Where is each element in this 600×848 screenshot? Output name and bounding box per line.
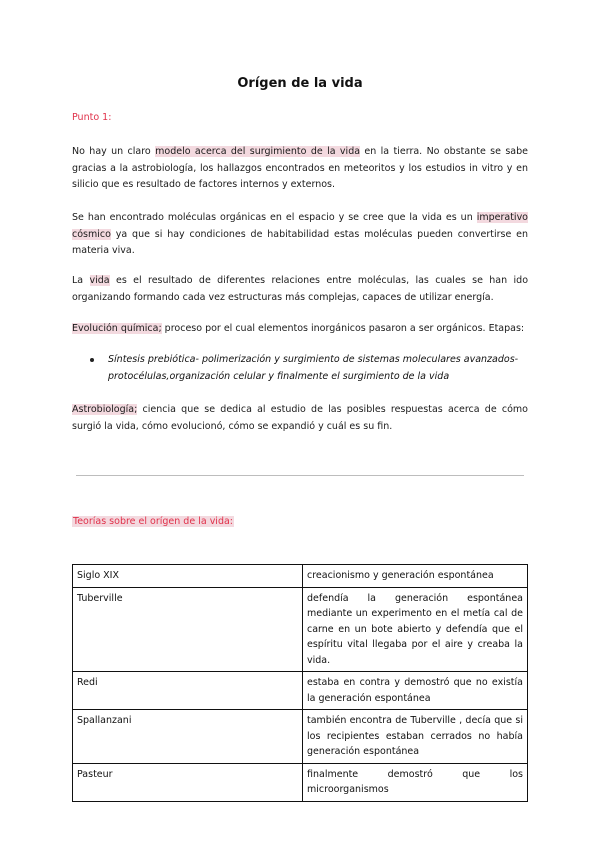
table-row: [73, 672, 528, 710]
table-cell-desc: estaba en contra y demostró que no existía la generación espontánea: [303, 672, 528, 710]
text: proceso por el cual elementos inorgánicos pasaron a ser orgánicos. Etapas:: [161, 323, 525, 334]
table-cell-name: Pasteur: [73, 763, 303, 801]
bullet-icon: [90, 358, 94, 362]
table-row: [73, 763, 528, 801]
text: No hay un claro: [72, 146, 156, 157]
table-cell-desc: creacionismo y generación espontánea: [303, 565, 528, 588]
text: es el resultado de diferentes relaciones entre moléculas, las cuales se han ido organizando formando cada vez estructuras más complejas, capaces de utilizar energía.: [72, 275, 529, 303]
paragraph-vida: [72, 273, 528, 306]
table-row: [73, 565, 528, 588]
theories-table: [72, 564, 528, 802]
section-label-punto: Punto 1:: [72, 112, 112, 123]
paragraph-intro: [72, 144, 528, 194]
text: ciencia que se dedica al estudio de las posibles respuestas acerca de cómo surgió la vida, cómo evolucionó, cómo se expandió y cuál es su fin.: [72, 404, 528, 432]
table-row: [73, 587, 528, 672]
table-cell-name: Siglo XIX: [73, 565, 303, 588]
table-cell-desc: finalmente demostró que los microorganismos: [303, 763, 528, 801]
text: La: [72, 275, 90, 286]
text: en la tierra. No obstante se sabe gracias a la astrobiología, los hallazgos encontrados en meteoritos y los estudios in vitro y en silicio que es resultado de factores internos y externos.: [72, 146, 528, 190]
horizontal-divider: [76, 475, 524, 476]
table-row: [73, 710, 528, 764]
highlight: Evolución química;: [72, 323, 162, 334]
table-cell-name: Redi: [73, 672, 303, 710]
paragraph-astrobiologia: [72, 402, 528, 435]
text: Se han encontrado moléculas orgánicas en el espacio y se cree que la vida es un: [72, 212, 477, 223]
list-item-text: Síntesis prebiótica- polimerización y surgimiento de sistemas moleculares avanzados- protocélulas,organización celular y finalmente el surgimiento de la vida: [108, 354, 519, 382]
table-cell-name: Tuberville: [73, 587, 303, 672]
text: ya que si hay condiciones de habitabilidad estas moléculas pueden convertirse en materia viva.: [72, 228, 528, 256]
highlight: imperativo cósmico: [72, 212, 528, 240]
table-cell-desc: también encontra de Tuberville , decía que si los recipientes estaban cerrados no había generación espontánea: [303, 710, 528, 764]
page-title: Orígen de la vida: [237, 76, 363, 91]
table-cell-desc: defendía la generación espontánea mediante un experimento en el metía cal de carne en un bote abierto y defendía que el espíritu vital llegaba por el aire y creaba la vida.: [303, 587, 528, 672]
paragraph-molecules: [72, 210, 528, 260]
section-title-teorias: Teorías sobre el orígen de la vida:: [73, 516, 234, 527]
highlight: Astrobiología;: [72, 404, 138, 415]
paragraph-evolucion: [72, 321, 528, 338]
highlight: modelo acerca del surgimiento de la vida: [155, 146, 361, 157]
table-cell-name: Spallanzani: [73, 710, 303, 764]
highlight: vida: [89, 275, 110, 286]
